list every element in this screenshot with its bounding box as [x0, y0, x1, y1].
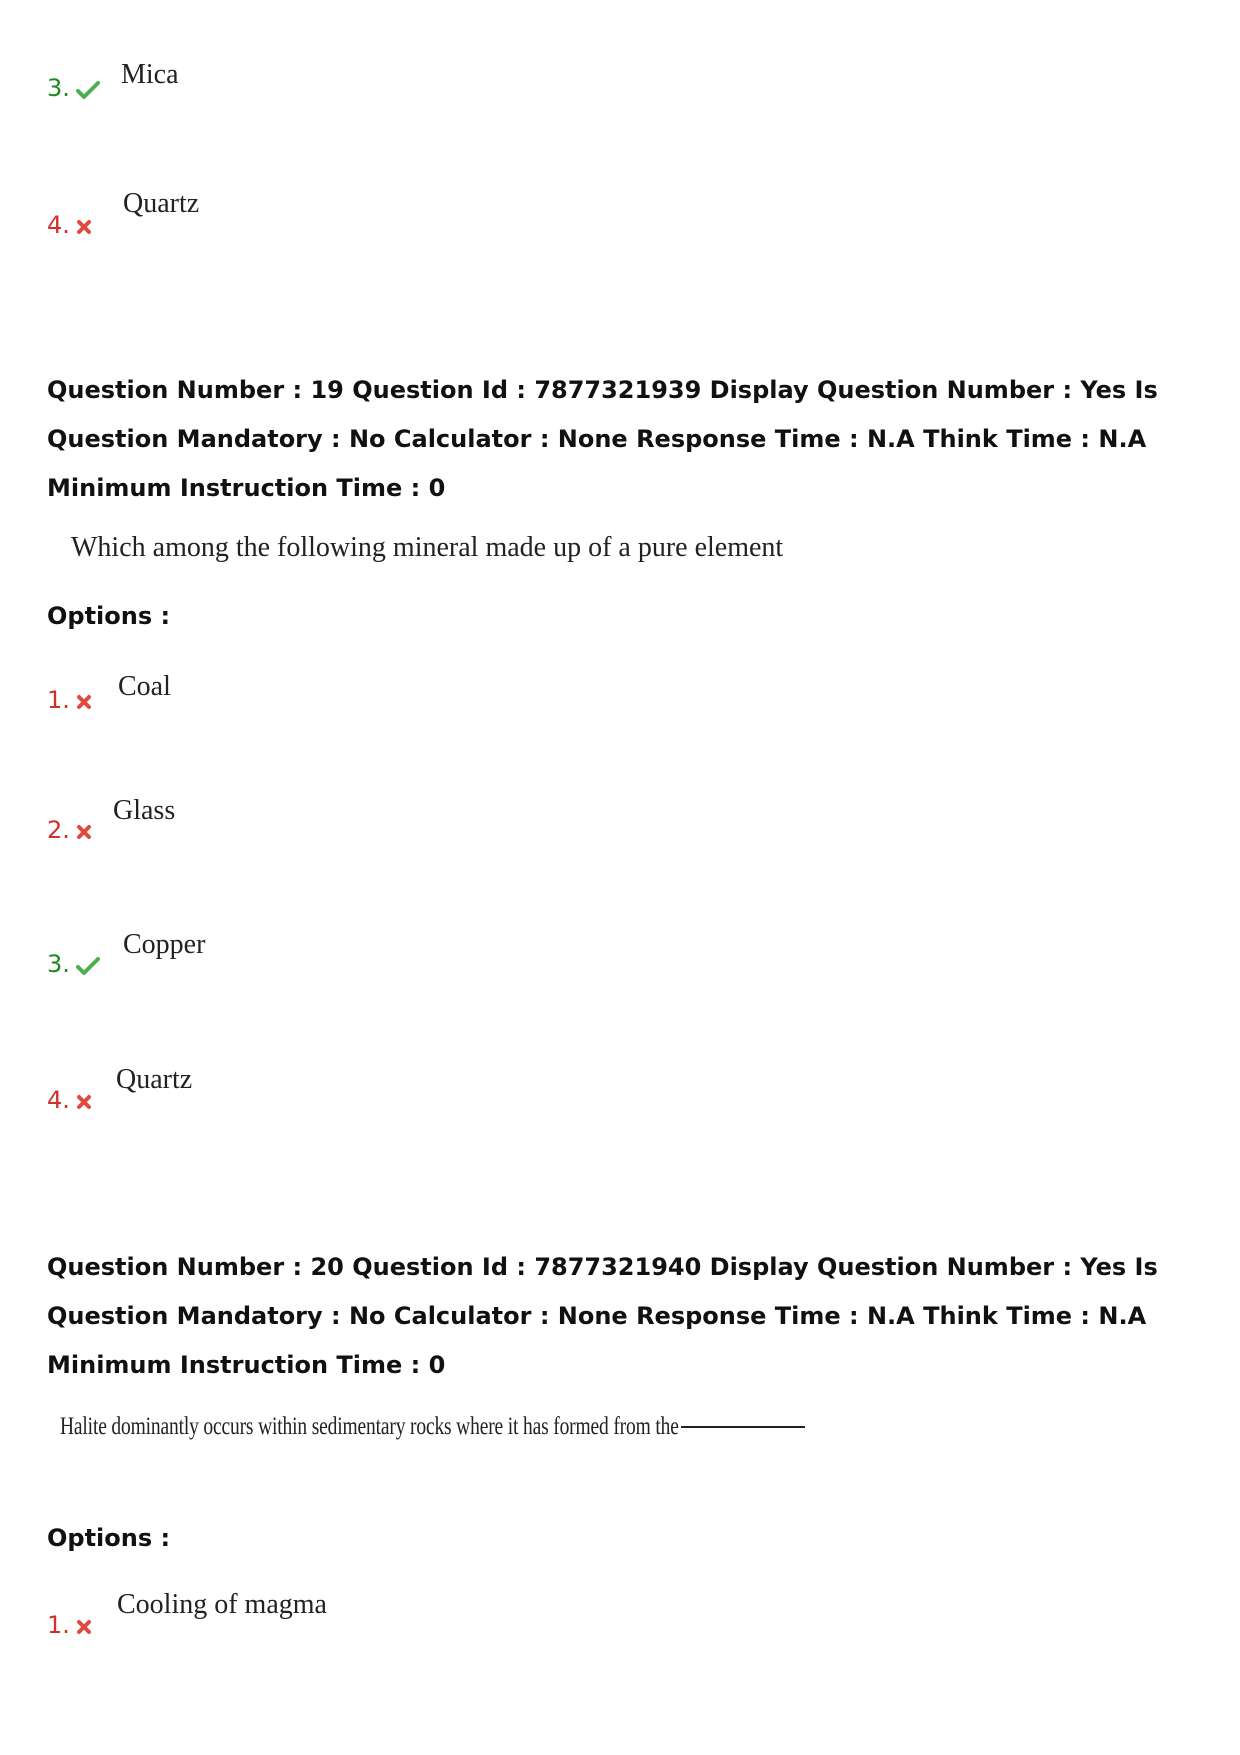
option-text: Copper [123, 929, 206, 960]
option-number: 2. [47, 816, 70, 844]
option-number: 4. [47, 1086, 70, 1114]
check-icon [76, 956, 100, 980]
question-text: Halite dominantly occurs within sedimentary rocks where it has formed from the [60, 1413, 679, 1440]
option-row [47, 1086, 92, 1114]
options-label: Options : [47, 1524, 171, 1552]
option-row [47, 686, 92, 714]
question-text: Which among the following mineral made up of a pure element [71, 532, 784, 563]
option-number: 3. [47, 74, 70, 102]
option-number: 1. [47, 1611, 70, 1639]
cross-icon [76, 1619, 92, 1639]
cross-icon [76, 694, 92, 714]
cross-icon [76, 824, 92, 844]
option-number: 1. [47, 686, 70, 714]
cross-icon [76, 219, 92, 239]
option-text: Mica [121, 59, 179, 90]
option-text: Quartz [123, 188, 200, 219]
option-number: 3. [47, 950, 70, 978]
option-row [47, 816, 92, 844]
option-text: Glass [113, 795, 176, 826]
check-icon [76, 80, 100, 104]
option-text: Cooling of magma [117, 1589, 327, 1620]
option-row [47, 1611, 92, 1639]
option-text: Coal [118, 671, 171, 702]
cross-icon [76, 1094, 92, 1114]
option-number: 4. [47, 211, 70, 239]
option-row [47, 950, 100, 980]
option-row [47, 74, 100, 104]
option-text: Quartz [116, 1064, 193, 1095]
question-header: Question Number : 19 Question Id : 7877321939 Display Question Number : Yes Is Question Mandatory : No Calculator : None Response Time : N.A Think Time : N.A Minimum Instruction Time : 0 [47, 376, 1158, 502]
answer-blank [681, 1417, 805, 1436]
question-header: Question Number : 20 Question Id : 7877321940 Display Question Number : Yes Is Question Mandatory : No Calculator : None Response Time : N.A Think Time : N.A Minimum Instruction Time : 0 [47, 1253, 1158, 1379]
option-row [47, 211, 92, 239]
options-label: Options : [47, 602, 171, 630]
